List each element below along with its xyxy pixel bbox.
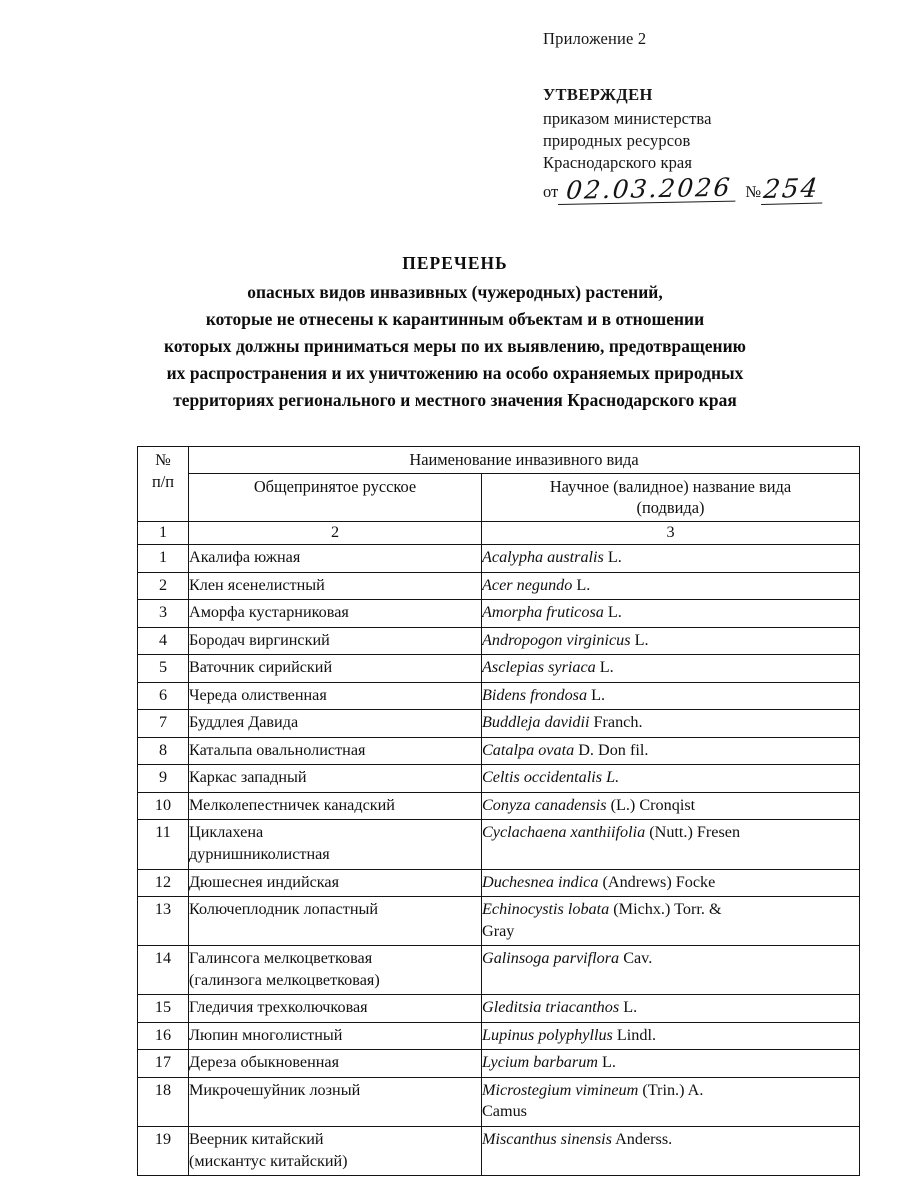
scientific-name-binomial: Acer negundo — [482, 575, 573, 594]
row-number-cell: 11 — [138, 820, 189, 869]
russian-name-line-1: Микрочешуйник лозный — [189, 1080, 361, 1099]
scientific-name-binomial: Lupinus polyphyllus — [482, 1025, 613, 1044]
russian-name-cell — [189, 765, 482, 793]
scientific-name-authority: L. — [630, 630, 649, 649]
scientific-name-authority: L. — [587, 685, 606, 704]
russian-name-cell — [189, 897, 482, 946]
table-head — [138, 447, 860, 545]
russian-name-line-1: Клен ясенелистный — [189, 575, 325, 594]
scientific-name-authority: (Michx.) Torr. & — [609, 900, 722, 919]
scientific-name-authority: L. — [597, 1053, 616, 1072]
row-number-cell: 17 — [138, 1050, 189, 1078]
row-number-cell: 8 — [138, 737, 189, 765]
table-row — [138, 710, 860, 738]
row-number-cell: 7 — [138, 710, 189, 738]
russian-name-line-1: Мелколепестничек канадский — [189, 795, 395, 814]
scientific-name-cell — [482, 792, 860, 820]
russian-name-cell — [189, 655, 482, 683]
scientific-name-cell — [482, 682, 860, 710]
russian-name-line-1: Дереза обыкновенная — [189, 1053, 340, 1072]
column-number-3: 3 — [482, 522, 860, 545]
scientific-name-authority: Franch. — [589, 713, 643, 732]
scientific-name-cell — [482, 1050, 860, 1078]
scientific-name-binomial: Microstegium vimineum — [482, 1080, 639, 1099]
scientific-name-binomial: Amorpha fruticosa — [482, 603, 604, 622]
column-number-1: 1 — [138, 522, 189, 545]
table-column-number-row — [138, 522, 860, 545]
russian-name-cell — [189, 1022, 482, 1050]
russian-name-line-1: Череда олиственная — [189, 685, 327, 704]
russian-name-cell — [189, 995, 482, 1023]
table-row — [138, 765, 860, 793]
russian-name-line-2: (галинзога мелкоцветковая) — [189, 970, 380, 989]
russian-name-cell — [189, 820, 482, 869]
page-title: ПЕРЕЧЕНЬ — [402, 253, 508, 273]
scientific-name-binomial: Echinocystis lobata — [482, 900, 610, 919]
russian-name-line-1: Люпин многолистный — [189, 1025, 343, 1044]
scientific-name-cell — [482, 737, 860, 765]
title-subline-2: которые не отнесены к карантинным объектам и в отношении — [205, 308, 705, 329]
scientific-name-binomial: Celtis occidentalis L. — [482, 768, 620, 787]
header-cell-scientific-name — [482, 474, 860, 522]
table-row — [138, 869, 860, 897]
russian-name-cell — [189, 737, 482, 765]
table-row — [138, 600, 860, 628]
scientific-name-binomial: Cyclachaena xanthiifolia — [482, 823, 646, 842]
scientific-name-authority: L. — [595, 658, 614, 677]
russian-name-cell — [189, 572, 482, 600]
russian-name-cell — [189, 869, 482, 897]
title-subline-4: их распространения и их уничтожению на особо охраняемых природных — [166, 362, 744, 383]
appendix-label: Приложение 2 — [543, 29, 647, 48]
scientific-name-cell — [482, 897, 860, 946]
scientific-name-binomial: Miscanthus sinensis — [482, 1130, 612, 1149]
table-row — [138, 737, 860, 765]
scientific-name-cell — [482, 627, 860, 655]
scientific-name-authority-line-2: Camus — [482, 1102, 527, 1121]
table-header-row-subcolumns — [138, 474, 860, 522]
russian-name-cell — [189, 946, 482, 995]
scientific-name-authority: (Andrews) Focke — [598, 872, 716, 891]
table-row — [138, 792, 860, 820]
scientific-name-cell — [482, 995, 860, 1023]
order-date-row — [543, 172, 903, 205]
russian-name-line-1: Акалифа южная — [189, 548, 301, 566]
table-row — [138, 1077, 860, 1126]
row-number-cell: 12 — [138, 869, 189, 897]
scientific-name-cell — [482, 820, 860, 869]
row-number-cell: 18 — [138, 1077, 189, 1126]
russian-name-line-1: Колючеплодник лопастный — [189, 900, 379, 919]
approved-line-2: природных ресурсов — [543, 130, 691, 150]
row-number-cell: 6 — [138, 682, 189, 710]
scientific-name-authority: Anderss. — [611, 1130, 673, 1149]
scientific-name-cell — [482, 655, 860, 683]
russian-name-cell — [189, 545, 482, 573]
scientific-name-authority-line-2: Gray — [482, 921, 515, 940]
row-number-cell: 15 — [138, 995, 189, 1023]
russian-name-line-1: Каркас западный — [189, 768, 307, 787]
header-scientific-line-2: (подвида) — [636, 498, 705, 517]
russian-name-cell — [189, 1127, 482, 1176]
approval-header-block — [543, 28, 903, 205]
scientific-name-binomial: Gleditsia triacanthos — [482, 998, 620, 1017]
row-number-cell: 19 — [138, 1127, 189, 1176]
scientific-name-cell — [482, 765, 860, 793]
table-row — [138, 682, 860, 710]
russian-name-line-1: Ваточник сирийский — [189, 658, 333, 677]
row-number-cell: 9 — [138, 765, 189, 793]
table-row — [138, 1127, 860, 1176]
scientific-name-cell — [482, 545, 860, 573]
table-header-row-group — [138, 447, 860, 474]
scientific-name-binomial: Andropogon virginicus — [482, 630, 631, 649]
scientific-name-binomial: Lycium barbarum — [482, 1053, 598, 1072]
scientific-name-authority: (Trin.) A. — [638, 1080, 704, 1099]
table-row — [138, 946, 860, 995]
scientific-name-authority: Cav. — [619, 949, 653, 968]
title-subline-3: которых должны приниматься меры по их выявлению, предотвращению — [163, 335, 747, 356]
document-title-block — [0, 250, 910, 414]
russian-name-line-2: (мискантус китайский) — [189, 1151, 348, 1170]
scientific-name-cell — [482, 946, 860, 995]
title-subline-5: территориях регионального и местного значения Краснодарского края — [173, 389, 737, 410]
scientific-name-binomial: Asclepias syriaca — [482, 658, 596, 677]
table-row — [138, 572, 860, 600]
scientific-name-cell — [482, 572, 860, 600]
approved-line-3: Краснодарского края — [543, 152, 693, 172]
header-cell-number — [138, 447, 189, 522]
russian-name-cell — [189, 792, 482, 820]
scientific-name-authority: L. — [603, 548, 622, 566]
row-number-cell: 10 — [138, 792, 189, 820]
russian-name-cell — [189, 710, 482, 738]
scientific-name-authority: L. — [572, 575, 591, 594]
handwritten-order-number: 254 — [761, 175, 825, 205]
scientific-name-binomial: Buddleja davidii — [482, 713, 590, 732]
header-scientific-line-1: Научное (валидное) название вида — [549, 477, 792, 496]
row-number-cell: 3 — [138, 600, 189, 628]
russian-name-line-1: Катальпа овальнолистная — [189, 740, 366, 759]
scientific-name-binomial: Catalpa ovata — [482, 740, 575, 759]
handwritten-date-value: 02.03.2026 — [558, 174, 738, 205]
table-row — [138, 820, 860, 869]
table-row — [138, 1050, 860, 1078]
row-number-cell: 16 — [138, 1022, 189, 1050]
scientific-name-cell — [482, 1127, 860, 1176]
header-cell-russian-name: Общепринятое русское — [189, 474, 482, 522]
invasive-species-table — [137, 446, 860, 1176]
approved-label: УТВЕРЖДЕН — [543, 84, 653, 104]
header-number-line-2: п/п — [151, 471, 175, 491]
russian-name-cell — [189, 1077, 482, 1126]
russian-name-cell — [189, 682, 482, 710]
russian-name-line-1: Веерник китайский — [189, 1130, 324, 1149]
scientific-name-cell — [482, 710, 860, 738]
table-row — [138, 897, 860, 946]
russian-name-cell — [189, 1050, 482, 1078]
row-number-cell: 1 — [138, 545, 189, 573]
russian-name-line-1: Аморфа кустарниковая — [189, 603, 349, 622]
scientific-name-binomial: Conyza canadensis — [482, 795, 607, 814]
title-subline-1: опасных видов инвазивных (чужеродных) растений, — [247, 281, 663, 302]
row-number-cell: 13 — [138, 897, 189, 946]
table-row — [138, 655, 860, 683]
row-number-cell: 14 — [138, 946, 189, 995]
row-number-cell: 2 — [138, 572, 189, 600]
scientific-name-authority: D. Don fil. — [574, 740, 649, 759]
table-row — [138, 995, 860, 1023]
scientific-name-binomial: Duchesnea indica — [482, 872, 599, 891]
row-number-cell: 4 — [138, 627, 189, 655]
number-sign-label: № — [745, 182, 762, 202]
russian-name-line-1: Дюшеснея индийская — [189, 872, 340, 891]
scientific-name-authority: Lindl. — [612, 1025, 657, 1044]
approved-line-1: приказом министерства — [543, 108, 712, 128]
russian-name-line-1: Галинсога мелкоцветковая — [189, 949, 373, 968]
russian-name-cell — [189, 627, 482, 655]
row-number-cell: 5 — [138, 655, 189, 683]
scientific-name-cell — [482, 869, 860, 897]
table-row — [138, 627, 860, 655]
date-prefix-label: от — [543, 182, 559, 202]
scientific-name-binomial: Bidens frondosa — [482, 685, 588, 704]
scientific-name-authority: (Nutt.) Fresen — [645, 823, 741, 842]
russian-name-line-1: Бородач виргинский — [189, 630, 330, 649]
scientific-name-cell — [482, 600, 860, 628]
column-number-2: 2 — [189, 522, 482, 545]
table-body — [138, 545, 860, 1176]
russian-name-line-1: Буддлея Давида — [189, 713, 299, 732]
header-number-line-1: № — [155, 450, 171, 469]
scientific-name-cell — [482, 1077, 860, 1126]
scientific-name-cell — [482, 1022, 860, 1050]
scientific-name-binomial: Acalypha australis — [482, 548, 604, 566]
table-row — [138, 545, 860, 573]
scientific-name-authority: (L.) Cronqist — [606, 795, 696, 814]
table-row — [138, 1022, 860, 1050]
header-cell-group-title: Наименование инвазивного вида — [189, 447, 860, 474]
russian-name-cell — [189, 600, 482, 628]
scientific-name-authority: L. — [619, 998, 638, 1017]
russian-name-line-2: дурнишниколистная — [189, 845, 330, 864]
russian-name-line-1: Гледичия трехколючковая — [189, 998, 368, 1017]
russian-name-line-1: Циклахена — [189, 823, 264, 842]
scientific-name-authority: L. — [603, 603, 622, 622]
scientific-name-binomial: Galinsoga parviflora — [482, 949, 620, 968]
